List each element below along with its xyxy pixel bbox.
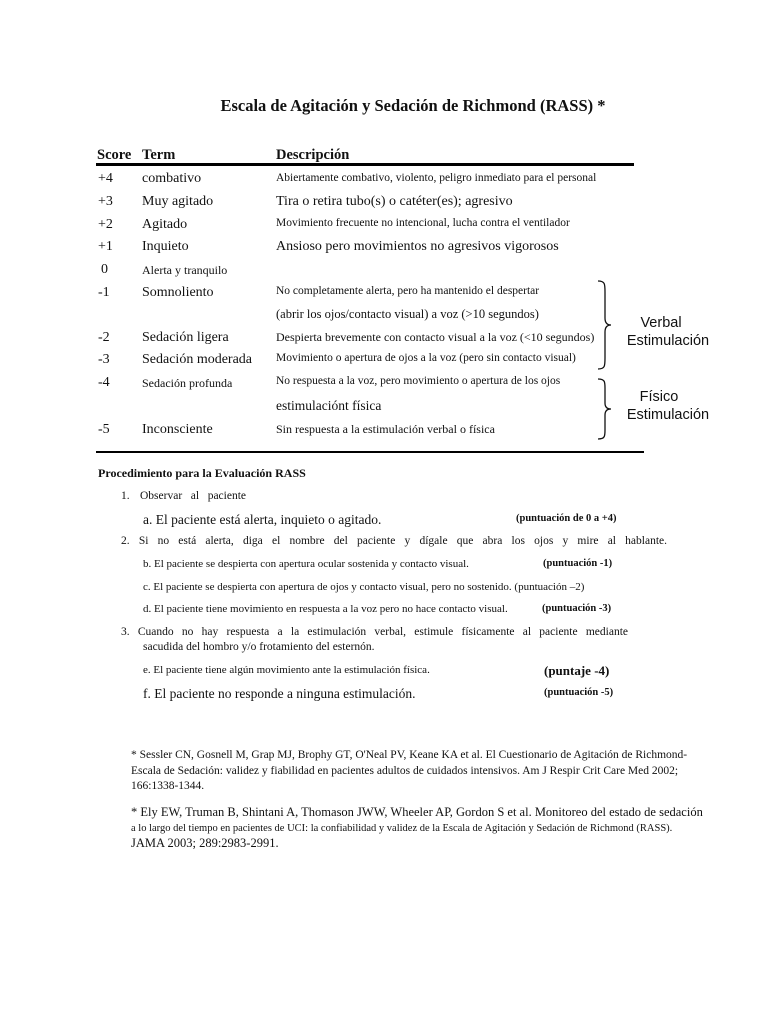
reference-line: * Ely EW, Truman B, Shintani A, Thomason JWW, Wheeler AP, Gordon S et al. Monitoreo del estado de sedación	[131, 805, 703, 819]
row-score: -3	[98, 352, 110, 367]
row-term: Inquieto	[142, 239, 189, 254]
row-score: +3	[98, 194, 113, 209]
row-description: Abiertamente combativo, violento, peligro inmediato para el personal	[276, 172, 597, 184]
row-score: +4	[98, 171, 113, 186]
step-text: Observar al paciente	[140, 490, 247, 502]
row-score: -2	[98, 330, 110, 345]
header-description: Descripción	[276, 147, 350, 163]
physical-stimulation-label	[620, 388, 716, 424]
row-description: Despierta brevemente con contacto visual a la voz (<10 segundos)	[276, 330, 595, 344]
step-2	[121, 535, 667, 547]
step-number: 3.	[121, 626, 130, 638]
row-term: Somnoliento	[142, 285, 214, 300]
step-points: (puntuación -3)	[542, 603, 612, 614]
step-points: (puntaje -4)	[544, 663, 610, 678]
reference-2	[131, 805, 703, 852]
page-title: Escala de Agitación y Sedación de Richmond (RASS) *	[220, 96, 606, 115]
table-bottom-rule	[96, 451, 644, 453]
step-option: d. El paciente tiene movimiento en respuesta a la voz pero no hace contacto visual.	[143, 603, 508, 615]
header-term: Term	[142, 147, 176, 163]
row-description-continued: estimulaciónt física	[276, 398, 382, 413]
reference-1	[131, 748, 687, 795]
row-description-continued: (abrir los ojos/contacto visual) a voz (>10 segundos)	[276, 307, 539, 321]
reference-line: a lo largo del tiempo en pacientes de UCI: la confiabilidad y validez de la Escala de Agitación y Sedación de Richmond (RASS).	[131, 822, 673, 834]
physical-label-line1: Físico	[639, 389, 679, 405]
step-option: f. El paciente no responde a ninguna estimulación.	[143, 686, 416, 701]
row-term: combativo	[142, 171, 202, 186]
row-description: No respuesta a la voz, pero movimiento o apertura de los ojos	[276, 375, 561, 387]
physical-label-line2: Estimulación	[626, 407, 710, 423]
reference-line: * Sessler CN, Gosnell M, Grap MJ, Brophy GT, O'Neal PV, Keane KA et al. El Cuestionario de Agitación de Richmond-	[131, 749, 688, 761]
step-text: Cuando no hay respuesta a la estimulación verbal, estimule físicamente al paciente mediante	[137, 626, 628, 638]
row-description: Ansioso pero movimientos no agresivos vigorosos	[276, 239, 559, 254]
step-option: b. El paciente se despierta con apertura ocular sostenida y contacto visual.	[143, 558, 469, 570]
row-description: No completamente alerta, pero ha mantenido el despertar	[276, 285, 540, 297]
row-term: Inconsciente	[142, 422, 213, 437]
row-term: Sedación ligera	[142, 330, 229, 345]
step-option: a. El paciente está alerta, inquieto o agitado.	[143, 512, 382, 527]
row-description: Tira o retira tubo(s) o catéter(es); agresivo	[276, 194, 513, 209]
row-term: Sedación profunda	[142, 376, 233, 390]
step-text-continued: sacudida del hombro y/o frotamiento del esternón.	[143, 641, 375, 653]
step-3	[121, 626, 628, 638]
row-term: Agitado	[142, 217, 188, 232]
step-points: (puntuación de 0 a +4)	[516, 513, 617, 524]
verbal-label-line1: Verbal	[640, 315, 682, 331]
verbal-label-line2: Estimulación	[626, 333, 710, 349]
row-description: Sin respuesta a la estimulación verbal o física	[276, 422, 495, 436]
step-number: 1.	[121, 490, 130, 502]
step-points: (puntuación -5)	[544, 687, 614, 698]
row-description: Movimiento frecuente no intencional, lucha contra el ventilador	[276, 217, 570, 229]
step-points: (puntuación -1)	[543, 558, 613, 569]
step-number: 2.	[121, 535, 130, 547]
table-header-rule	[96, 163, 634, 166]
verbal-stimulation-label	[620, 314, 716, 350]
step-option: c. El paciente se despierta con apertura de ojos y contacto visual, pero no sostenido. (puntuación –2)	[143, 581, 585, 593]
row-description: Movimiento o apertura de ojos a la voz (pero sin contacto visual)	[276, 352, 576, 364]
row-term: Alerta y tranquilo	[142, 263, 228, 277]
row-score: -5	[98, 422, 110, 437]
row-score: +1	[98, 239, 113, 254]
row-score: -4	[98, 375, 110, 390]
row-score: -1	[98, 285, 110, 300]
step-text: Si no está alerta, diga el nombre del paciente y dígale que abra los ojos y mire al hablante.	[138, 535, 668, 547]
procedure-title: Procedimiento para la Evaluación RASS	[98, 466, 306, 480]
row-term: Muy agitado	[142, 194, 214, 209]
row-score: 0	[101, 262, 108, 277]
reference-line: Escala de Sedación: validez y fiabilidad en pacientes adultos de cuidados intensivos. Am J Respir Crit Care Med 2002;	[131, 764, 679, 777]
row-score: +2	[98, 217, 113, 232]
header-score: Score	[97, 147, 132, 163]
reference-line: JAMA 2003; 289:2983-2991.	[131, 836, 279, 850]
step-option: e. El paciente tiene algún movimiento ante la estimulación física.	[143, 664, 430, 676]
reference-line: 166:1338-1344.	[131, 780, 205, 792]
row-term: Sedación moderada	[142, 352, 253, 367]
